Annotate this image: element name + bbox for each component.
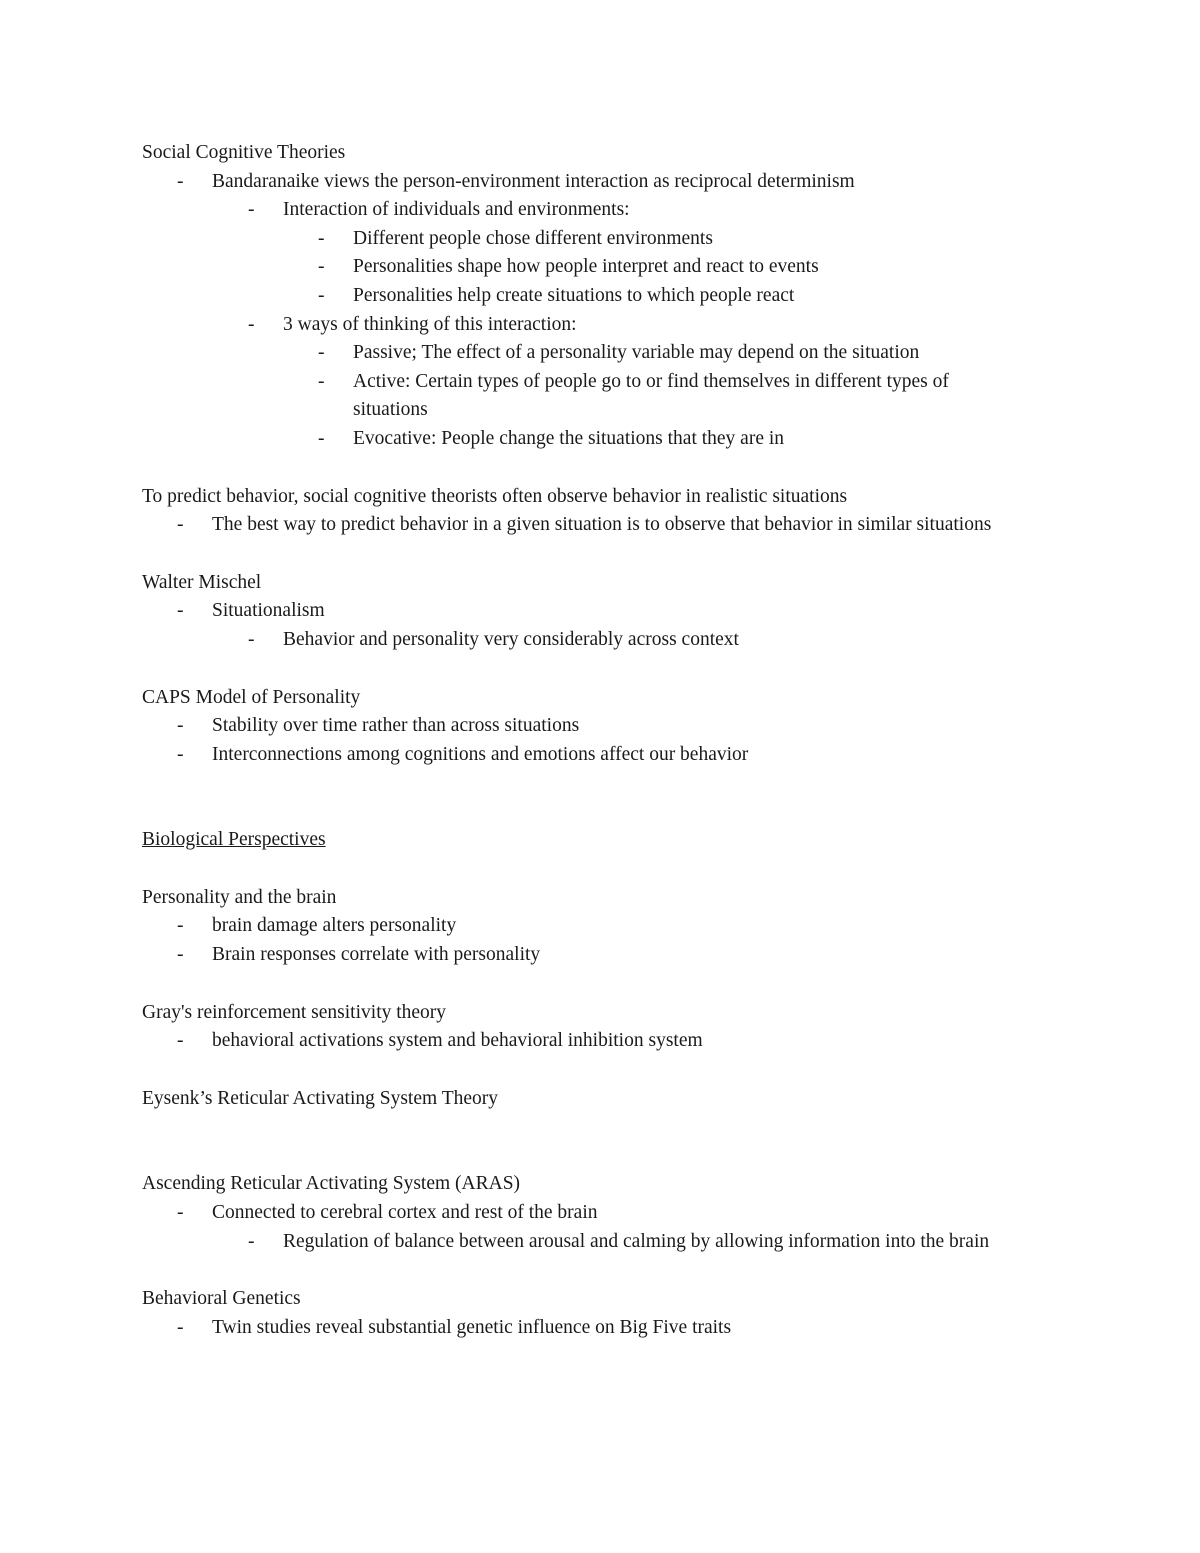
dash-bullet: -	[318, 342, 325, 364]
section-heading-predict-behavior: To predict behavior, social cognitive theorists often observe behavior in realistic situations	[142, 485, 848, 507]
dash-bullet: -	[248, 199, 255, 221]
list-item: - Interaction of individuals and environments:	[142, 196, 1042, 225]
spacer	[142, 970, 1042, 999]
dash-bullet: -	[177, 1202, 184, 1224]
list-item: - The best way to predict behavior in a given situation is to observe that behavior in similar situations	[142, 511, 1042, 540]
list-item: - Stability over time rather than across situations	[142, 712, 1042, 741]
list-item: - Brain responses correlate with personality	[142, 941, 1042, 970]
spacer	[142, 1256, 1042, 1285]
dash-bullet: -	[177, 1316, 184, 1338]
spacer	[142, 655, 1042, 684]
dash-bullet: -	[177, 514, 184, 536]
section-heading-eysenk-theory: Eysenk’s Reticular Activating System Theory	[142, 1087, 498, 1109]
section-heading-social-cognitive: Social Cognitive Theories	[142, 142, 346, 163]
list-item: - Situationalism	[142, 597, 1042, 626]
list-item: - Connected to cerebral cortex and rest of the brain	[142, 1199, 1042, 1228]
section-heading-gray-theory: Gray's reinforcement sensitivity theory	[142, 1001, 447, 1023]
dash-bullet: -	[248, 628, 255, 650]
dash-bullet: -	[177, 1030, 184, 1052]
dash-bullet: -	[318, 284, 325, 306]
list-item: - 3 ways of thinking of this interaction:	[142, 311, 1042, 340]
dash-bullet: -	[177, 915, 184, 937]
dash-bullet: -	[177, 743, 184, 765]
dash-bullet: -	[177, 715, 184, 737]
spacer	[142, 1056, 1042, 1085]
document-page	[142, 139, 1042, 1342]
spacer	[142, 1113, 1042, 1170]
spacer	[142, 769, 1042, 826]
list-item: - Evocative: People change the situations that they are in	[142, 425, 1042, 454]
dash-bullet: -	[318, 370, 325, 392]
list-item: - brain damage alters personality	[142, 912, 1042, 941]
section-heading-biological-perspectives: Biological Perspectives	[142, 829, 326, 851]
dash-bullet: -	[248, 1230, 255, 1252]
list-item: - Interconnections among cognitions and emotions affect our behavior	[142, 741, 1042, 770]
list-item: - Personalities help create situations to which people react	[142, 282, 1042, 311]
section-heading-caps-model: CAPS Model of Personality	[142, 686, 361, 708]
list-item: - Regulation of balance between arousal and calming by allowing information into the brain	[142, 1228, 1042, 1257]
section-heading-behavioral-genetics: Behavioral Genetics	[142, 1288, 301, 1310]
dash-bullet: -	[318, 256, 325, 278]
section-heading-personality-brain: Personality and the brain	[142, 886, 337, 908]
spacer	[142, 855, 1042, 884]
list-item: - behavioral activations system and behavioral inhibition system	[142, 1027, 1042, 1056]
list-item: - Twin studies reveal substantial genetic influence on Big Five traits	[142, 1314, 1042, 1343]
list-item: - Different people chose different environments	[142, 225, 1042, 254]
spacer	[142, 540, 1042, 569]
list-item: - Personalities shape how people interpret and react to events	[142, 253, 1042, 282]
dash-bullet: -	[177, 944, 184, 966]
list-item: - Passive; The effect of a personality variable may depend on the situation	[142, 339, 1042, 368]
dash-bullet: -	[318, 427, 325, 449]
section-heading-walter-mischel: Walter Mischel	[142, 571, 262, 593]
spacer	[142, 454, 1042, 483]
section-heading-aras: Ascending Reticular Activating System (ARAS)	[142, 1173, 521, 1195]
dash-bullet: -	[177, 170, 184, 192]
list-item: - Active: Certain types of people go to or find themselves in different types of situations	[142, 368, 1042, 425]
dash-bullet: -	[248, 313, 255, 335]
dash-bullet: -	[318, 227, 325, 249]
list-item: - Behavior and personality very considerably across context	[142, 626, 1042, 655]
list-item: - Bandaranaike views the person-environment interaction as reciprocal determinism	[142, 168, 1042, 197]
dash-bullet: -	[177, 600, 184, 622]
